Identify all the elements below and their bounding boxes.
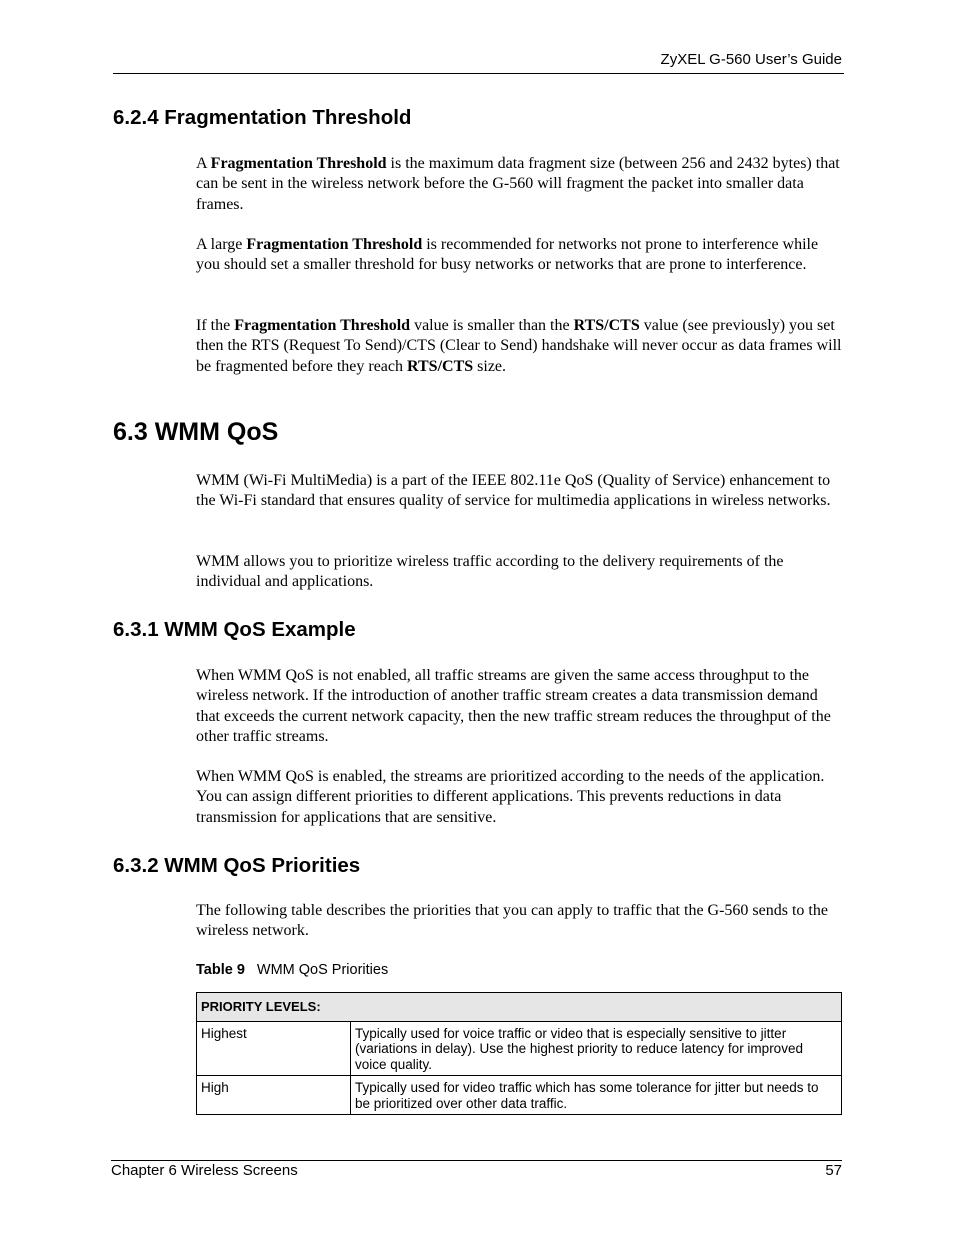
paragraph-wmm-1: WMM (Wi-Fi MultiMedia) is a part of the IEEE 802.11e QoS (Quality of Service) enhancement to the Wi-Fi standard that ensures quality of service for multimedia applications in wireless networks. [196,472,831,510]
heading-wmm-qos: 6.3 WMM QoS [113,418,279,446]
heading-wmm-qos-priorities: 6.3.2 WMM QoS Priorities [113,854,361,877]
table-header-row [197,993,842,1022]
paragraph-priorities-1: The following table describes the priorities that you can apply to traffic that the G-560 sends to the wireless network. [196,902,828,940]
paragraph-example-2: When WMM QoS is enabled, the streams are prioritized according to the needs of the application. You can assign different priorities to different applications. This prevents reductions in data transmission for applications that are sensitive. [196,768,825,826]
table-caption-label: Table 9 [196,962,245,978]
table-caption [196,962,388,978]
footer-chapter: Chapter 6 Wireless Screens [111,1162,298,1179]
footer-rule [111,1160,842,1161]
table-row [197,1076,842,1115]
paragraph-frag-1: A Fragmentation Threshold is the maximum data fragment size (between 256 and 2432 bytes) that can be sent in the wireless network before the G-560 will fragment the packet into smaller data frames. [196,155,840,213]
heading-fragmentation-threshold: 6.2.4 Fragmentation Threshold [113,106,412,129]
paragraph-frag-3: If the Fragmentation Threshold value is smaller than the RTS/CTS value (see previously) you set then the RTS (Request To Send)/CTS (Clear to Send) handshake will never occur as data frames will be fragmented before they reach RTS/CTS size. [196,317,842,375]
table-caption-title: WMM QoS Priorities [256,962,389,978]
header-rule [113,73,844,74]
heading-wmm-qos-example: 6.3.1 WMM QoS Example [113,618,356,641]
priority-level-cell: High [197,1076,351,1115]
paragraph-example-1: When WMM QoS is not enabled, all traffic streams are given the same access throughput to the wireless network. If the introduction of another traffic stream creates a data transmission demand that exceeds the current network capacity, then the new traffic stream reduces the throughput of the other traffic streams. [196,667,831,746]
table-row [197,1021,842,1076]
running-header: ZyXEL G-560 User’s Guide [660,51,842,68]
priority-description-cell: Typically used for voice traffic or video that is especially sensitive to jitter (variations in delay). Use the highest priority to reduce latency for improved voice quality. [351,1021,842,1076]
page-number: 57 [825,1162,842,1179]
paragraph-frag-2: A large Fragmentation Threshold is recommended for networks not prone to interference while you should set a smaller threshold for busy networks or networks that are prone to interference. [196,236,819,274]
paragraph-wmm-2: WMM allows you to prioritize wireless traffic according to the delivery requirements of the individual and applications. [196,553,784,591]
priority-level-cell: Highest [197,1021,351,1076]
table-header-cell: PRIORITY LEVELS: [197,993,842,1022]
priority-description-cell: Typically used for video traffic which has some tolerance for jitter but needs to be prioritized over other data traffic. [351,1076,842,1115]
priority-table [196,992,842,1115]
